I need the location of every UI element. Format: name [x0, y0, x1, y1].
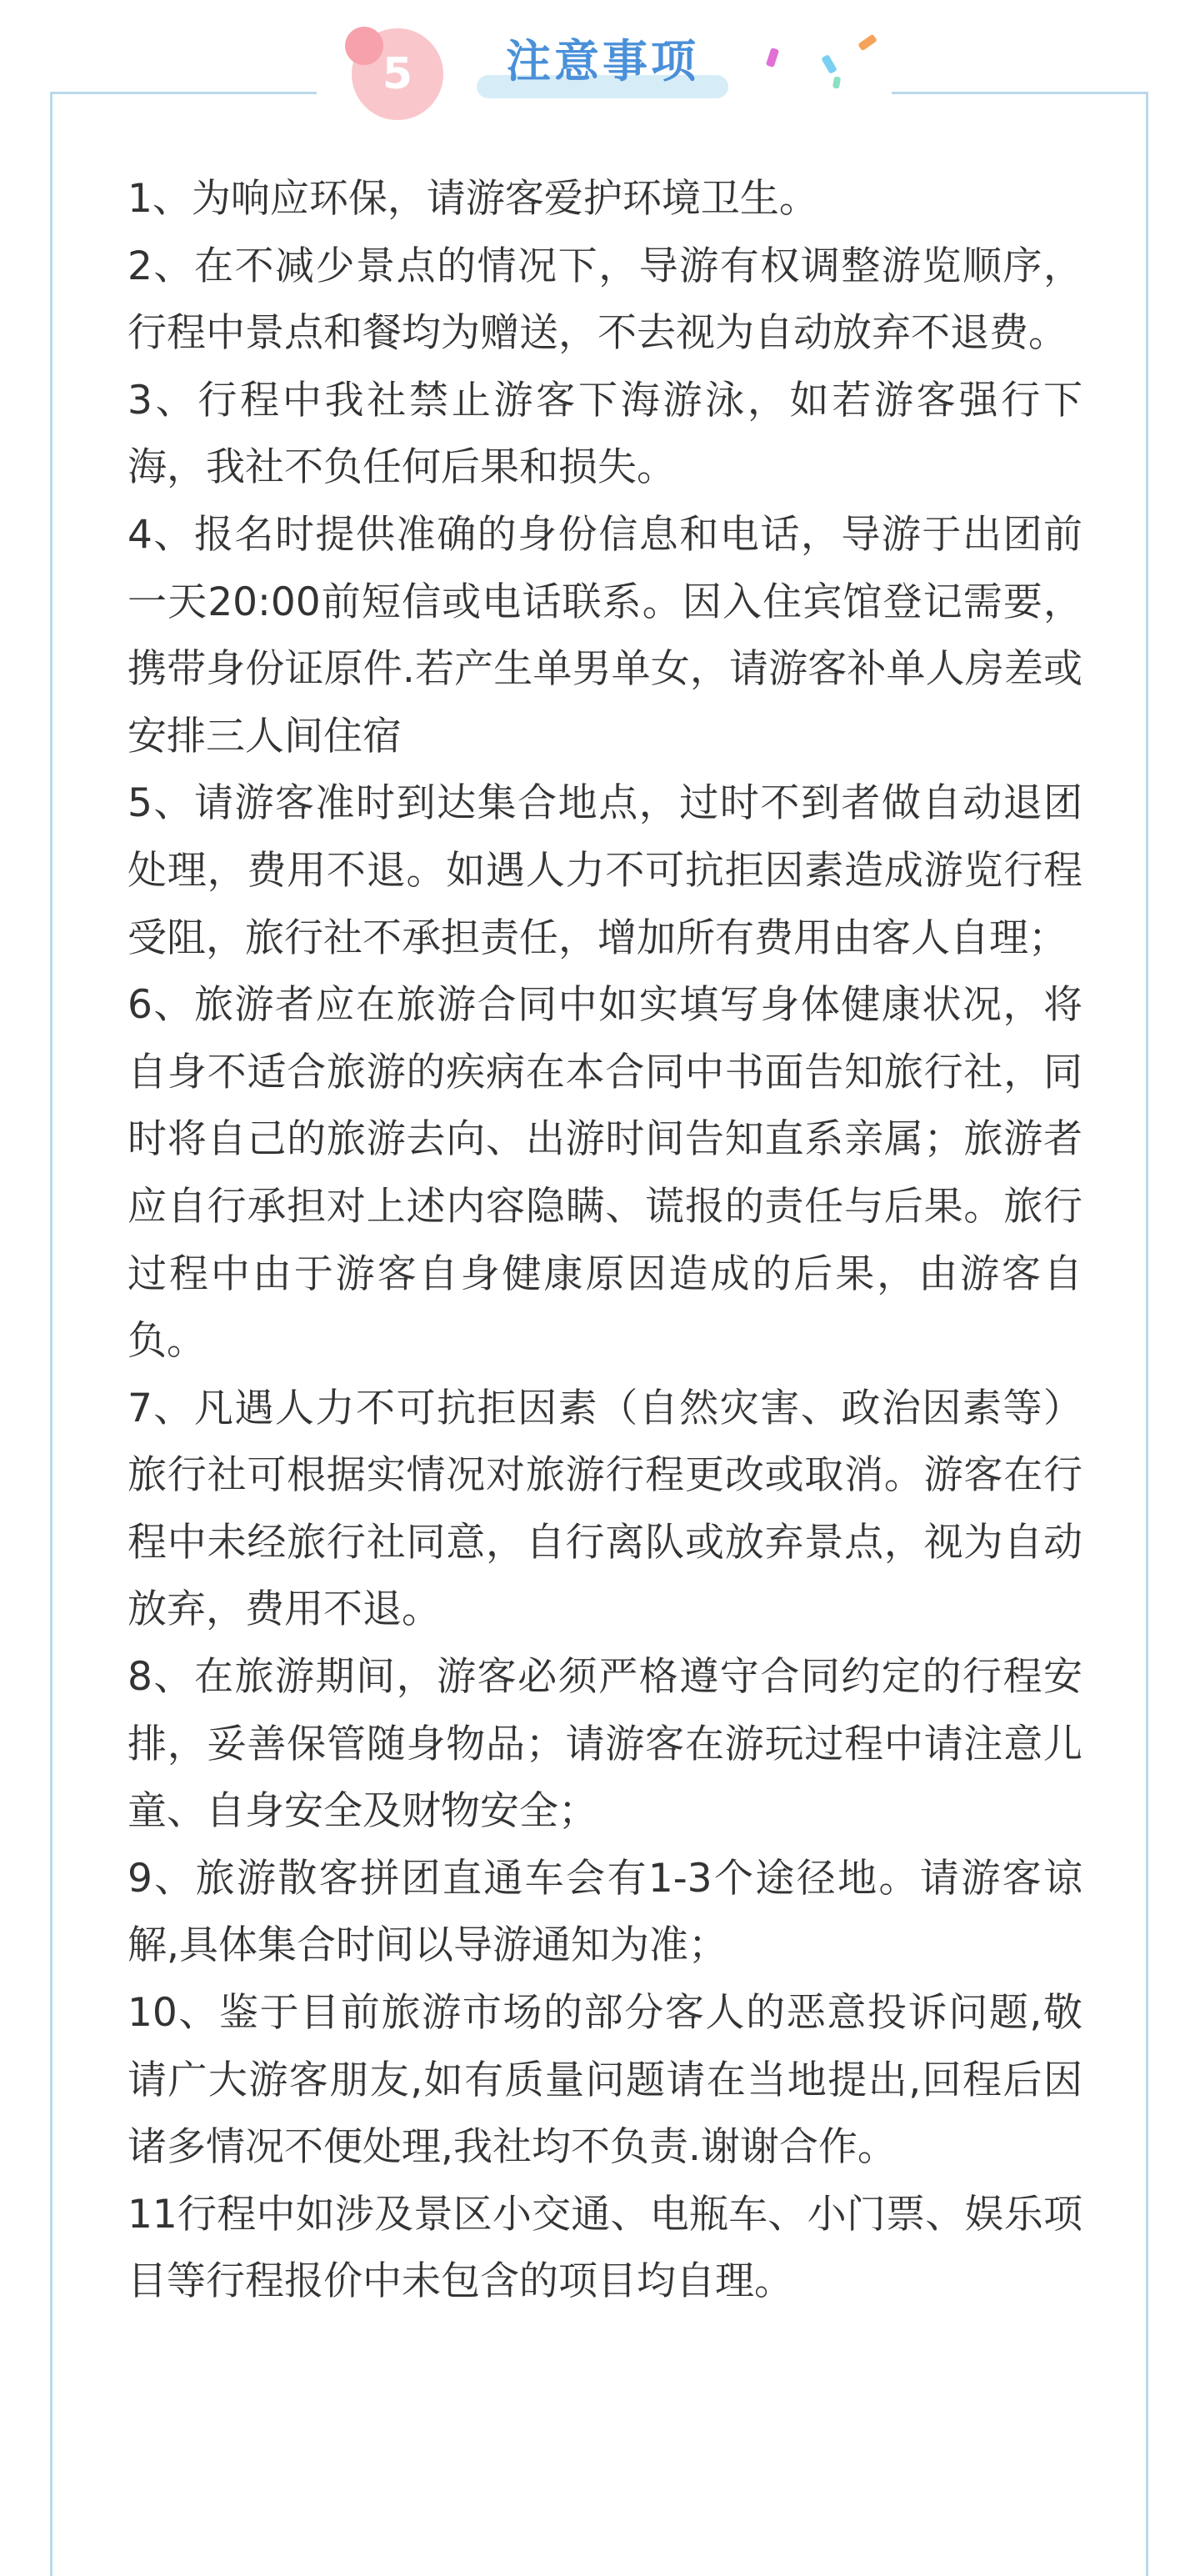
confetti-decoration: [858, 34, 878, 52]
note-item: 10、鉴于目前旅游市场的部分客人的恶意投诉问题,敬请广大游客朋友,如有质量问题请在当地提出,回程后因诸多情况不便处理,我社均不负责.谢谢合作。: [128, 1990, 1082, 2171]
note-item: 11行程中如涉及景区小交通、电瓶车、小门票、娱乐项目等行程报价中未包含的项目均自理。: [128, 2191, 1082, 2305]
confetti-decoration: [766, 48, 779, 68]
section-number: 5: [382, 49, 413, 99]
note-item: 2、在不减少景点的情况下，导游有权调整游览顺序，行程中景点和餐均为赠送，不去视为自动放弃不退费。: [128, 243, 1082, 357]
note-item: 8、在旅游期间，游客必须严格遵守合同约定的行程安排，妥善保管随身物品；请游客在游玩过程中请注意儿童、自身安全及财物安全；: [128, 1654, 1082, 1835]
note-item: 1、为响应环保，请游客爱护环境卫生。: [128, 176, 818, 222]
section-title: 注意事项: [506, 35, 699, 88]
note-item: 4、报名时提供准确的身份信息和电话，导游于出团前一天20:00前短信或电话联系。因入住宾馆登记需要，携带身份证原件.若产生单男单女，请游客补单人房差或安排三人间住宿: [128, 511, 1082, 759]
confetti-decoration: [821, 54, 838, 74]
notes-list: [128, 166, 1082, 2316]
note-item: 9、旅游散客拼团直通车会有1-3个途径地。请游客谅解,具体集合时间以导游通知为准；: [128, 1855, 1082, 1969]
note-item: 3、行程中我社禁止游客下海游泳，如若游客强行下海，我社不负任何后果和损失。: [128, 377, 1082, 491]
note-item: 7、凡遇人力不可抗拒因素（自然灾害、政治因素等）旅行社可根据实情况对旅游行程更改或取消。游客在行程中未经旅行社同意，自行离队或放弃景点，视为自动放弃，费用不退。: [128, 1385, 1082, 1633]
badge-decoration-dot: [345, 27, 383, 65]
section-title-wrap: [477, 30, 728, 102]
note-item: 5、请游客准时到达集合地点，过时不到者做自动退团处理，费用不退。如遇人力不可抗拒因素造成游览行程受阻，旅行社不承担责任，增加所有费用由客人自理；: [128, 780, 1082, 961]
note-item: 6、旅游者应在旅游合同中如实填写身体健康状况，将自身不适合旅游的疾病在本合同中书面告知旅行社，同时将自己的旅游去向、出游时间告知直系亲属；旅游者应自行承担对上述内容隐瞒、谎报的责任与后果。旅行过程中由于游客自身健康原因造成的后果，由游客自负。: [128, 982, 1082, 1365]
